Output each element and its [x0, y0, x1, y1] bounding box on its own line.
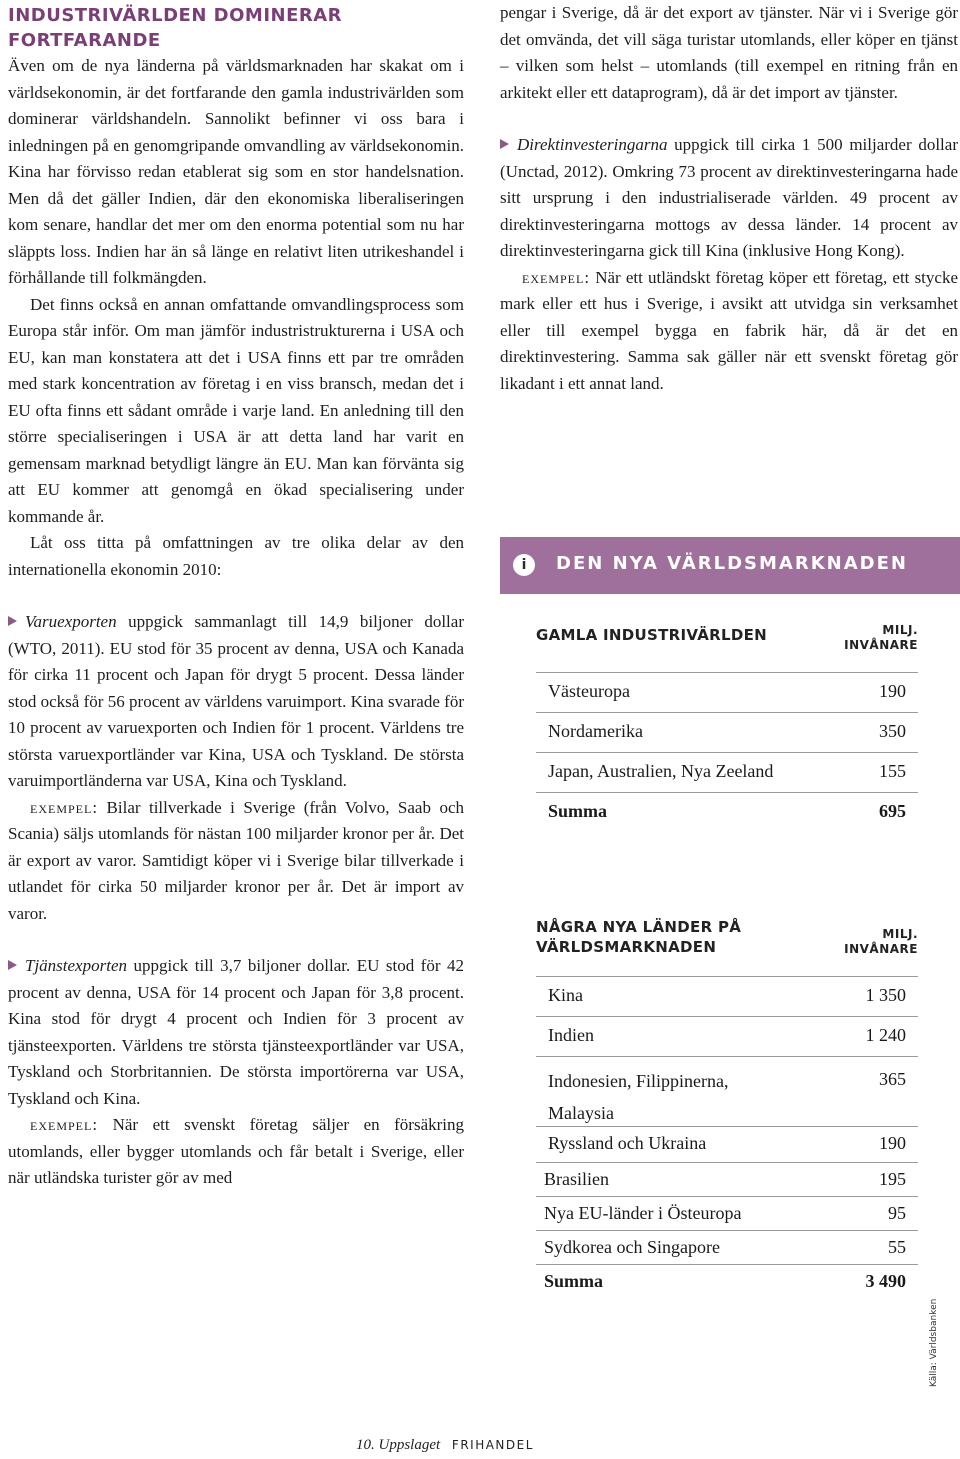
bullet-direct-investments: Direktinvesteringarna uppgick till cirka 1 500 miljarder dollar (Unctad, 2012). Omkring 73 procent av direktinvesteringarna hade sitt ursprung i den industrialiserade världen. 49 procent av direktinvesteringarna mottogs av dessa länder. 14 procent av direktinvesteringarna gick till Kina (inklusive Hong Kong). — [500, 135, 958, 260]
example-services: exempel: När ett svenskt företag säljer en försäkring utomlands, eller bygger utomlands och får betalt i Sverige, eller när utländska turister gör av med — [8, 1115, 464, 1187]
paragraph-europe: Det finns också en annan omfattande omvandlingsprocess som Europa står inför. Om man jämför industristrukturerna i USA och EU, kan man konstatera att det i USA finns ett par tre områden med stark koncentration av företag i en viss bransch, medan det i EU ofta finns ett sådant område i varje land. En anledning till den större specialiseringen i USA är att detta land har varit en gemensam marknad betydligt längre än EU. Man kan förvänta sig att EU kommer att genomgå en ökad specialisering under kommande år. — [8, 294, 464, 526]
info-icon: i — [513, 554, 535, 576]
section-name: FRIHANDEL — [451, 1438, 534, 1452]
left-column — [8, 0, 464, 1192]
table-old-industrial-title: GAMLA INDUSTRIVÄRLDEN — [536, 626, 768, 644]
table-sum-row: Summa 3 490 — [536, 1264, 918, 1300]
right-column — [500, 0, 958, 397]
bullet-goods-export: Varuexporten uppgick sammanlagt till 14,9 biljoner dollar (WTO, 2011). EU stod för 35 procent av denna, USA och Kanada för cirka 11 procent och Japan för drygt 5 procent. Dessa länder stod också för 56 procent av världens varuimport. Kina svarade för 10 procent av varuexporten och Indien för 1 procent. Världens tre största varuexportländer var Kina, USA och Tyskland. De största varuimportländerna var USA, Kina och Tyskland. — [8, 612, 464, 790]
page-footer — [356, 1437, 534, 1454]
table-old-industrial-unit: MILJ. INVÅNARE — [844, 623, 918, 652]
info-box-title: DEN NYA VÄRLDSMARKNADEN — [556, 553, 908, 574]
source-note: Källa: Världsbanken — [929, 1298, 939, 1387]
table-row: Nya EU-länder i Östeuropa 95 — [536, 1196, 918, 1230]
section-heading: INDUSTRIVÄRLDEN DOMINERAR FORTFARANDE — [8, 5, 343, 51]
table-row: Indien 1 240 — [536, 1016, 918, 1056]
paragraph-intro: Även om de nya länderna på världsmarknaden har skakat om i världsekonomin, är det fortfarande den gamla industrivärlden som dominerar världshandeln. Sannolikt befinner vi oss bara i inledningen på en genomgripande omvandling av världsekonomin. Kina har förvisso redan etablerat sig som en stor handelsnation. Men då det gäller Indien, där den ekonomiska liberaliseringen kom senare, handlar det mer om den enorma potential som nu har släppts loss. Indien har än så länge en relativt liten utrikeshandel i förhållande till folkmängden. — [8, 56, 464, 287]
table-row: Västeuropa 190 — [536, 672, 918, 712]
info-box-header — [500, 537, 960, 594]
paragraph-services-cont: pengar i Sverige, då är det export av tjänster. När vi i Sverige gör det omvända, det vill säga turistar utomlands, eller köper en tjänst – vilken som helst – utomlands (till exempel en ritning från en arkitekt eller ett dataprogram), då är det import av tjänster. — [500, 3, 958, 102]
table-row: Japan, Australien, Nya Zeeland 155 — [536, 752, 918, 792]
table-row: Ryssland och Ukraina 190 — [536, 1126, 918, 1162]
bullet-triangle-icon — [500, 139, 509, 149]
table-row: Brasilien 195 — [536, 1162, 918, 1196]
table-row: Kina 1 350 — [536, 976, 918, 1016]
table-row: Nordamerika 350 — [536, 712, 918, 752]
table-new-countries-unit: MILJ. INVÅNARE — [844, 927, 918, 956]
example-investment: exempel: När ett utländskt företag köper ett företag, ett stycke mark eller ett hus i Sverige, i avsikt att utvidga sin verksamhet eller till exempel bygga en fabrik här, då är det en direktinvestering. Samma sak gäller när ett svenskt företag gör likadant i ett annat land. — [500, 267, 958, 393]
bullet-triangle-icon — [8, 616, 17, 626]
example-goods: exempel: Bilar tillverkade i Sverige (från Volvo, Saab och Scania) säljs utomlands för nästan 100 miljarder kronor per år. Det är export av varor. Samtidigt köper vi i Sverige bilar tillverkade i utlandet för cirka 50 miljarder kronor per år. Det är import av varor. — [8, 797, 464, 923]
paragraph-economy-2010: Låt oss titta på omfattningen av tre olika delar av den internationella ekonomin 2010: — [8, 533, 464, 579]
table-sum-row: Summa 695 — [536, 792, 918, 832]
table-new-countries-title: NÅGRA NYA LÄNDER PÅ VÄRLDSMARKNADEN — [536, 918, 742, 956]
bullet-triangle-icon — [8, 960, 17, 970]
page-number: 10. — [356, 1437, 375, 1453]
table-row: Indonesien, Filippinerna, Malaysia 365 — [536, 1056, 918, 1124]
table-row: Sydkorea och Singapore 55 — [536, 1230, 918, 1264]
magazine-name: Uppslaget — [378, 1437, 441, 1453]
bullet-services-export: Tjänstexporten uppgick till 3,7 biljoner dollar. EU stod för 42 procent av denna, USA för 14 procent och Japan för 3,8 procent. Kina stod för drygt 4 procent och Indien för 3 procent av tjänsteexporten. Världens tre största tjänsteexportländer var USA, Tyskland och Storbritannien. De största importörerna var USA, Tyskland och Kina. — [8, 956, 464, 1108]
